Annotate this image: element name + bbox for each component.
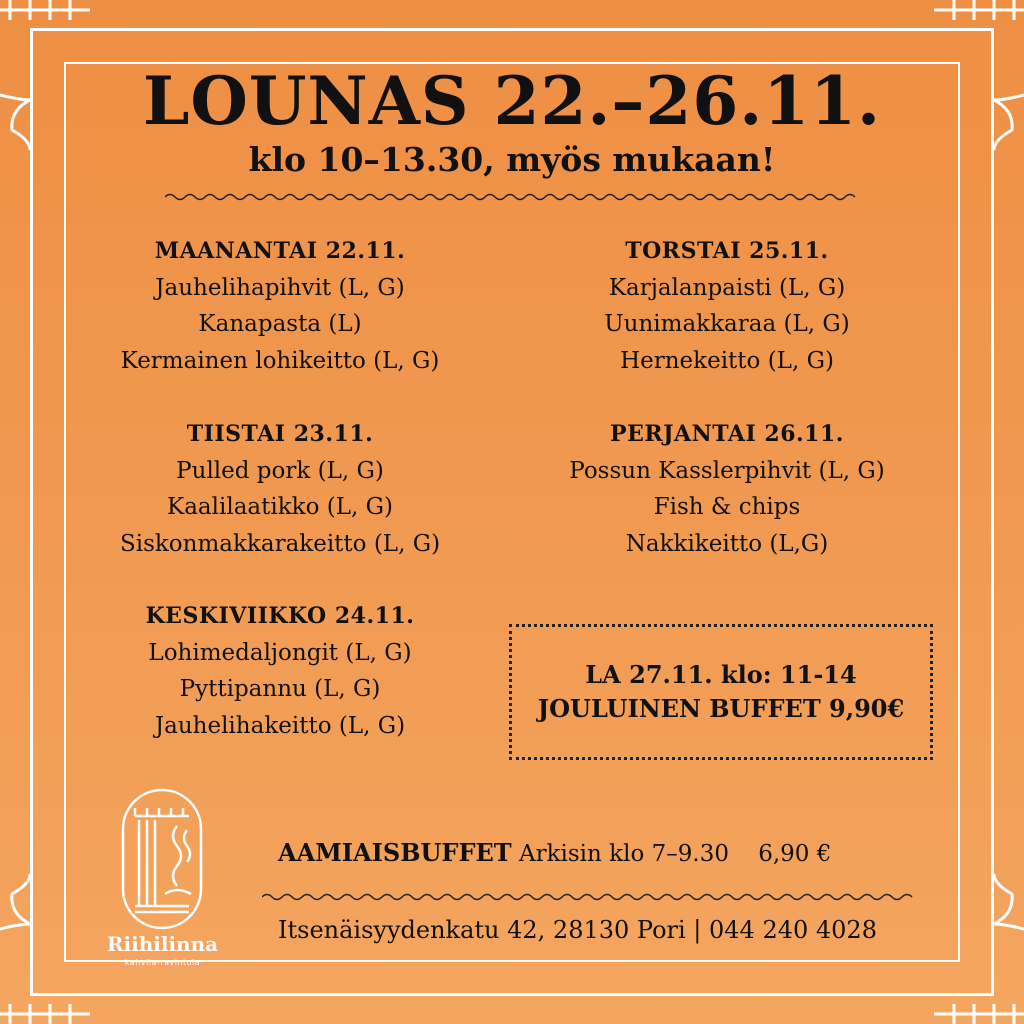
breakfast-price: 6,90 € — [758, 841, 832, 867]
day-name: TIISTAI 23.11. — [186, 421, 374, 447]
buffet-time: LA 27.11. klo: 11-14 — [585, 660, 857, 689]
wave-divider-top — [165, 190, 860, 204]
page-title: LOUNAS 22.–26.11. — [142, 62, 882, 140]
menu-item: Uunimakkaraa (L, G) — [604, 311, 850, 337]
menu-item: Hernekeitto (L, G) — [620, 347, 834, 374]
day-monday — [70, 233, 490, 379]
logo-name: Riihilinna — [106, 932, 219, 956]
menu-item: Kanapasta (L) — [198, 311, 362, 337]
menu-item: Pulled pork (L, G) — [176, 457, 384, 484]
corner-ornament-bottom-left-icon — [0, 874, 100, 1024]
opening-hours: klo 10–13.30, myös mukaan! — [248, 140, 776, 179]
riihilinna-logo — [95, 786, 230, 976]
tower-logo-icon — [95, 786, 230, 931]
logo-tagline: kahvila-ravintola — [124, 958, 201, 967]
day-name: MAANANTAI 22.11. — [154, 238, 406, 264]
menu-item: Possun Kasslerpihvit (L, G) — [569, 457, 885, 484]
day-friday — [517, 416, 937, 562]
corner-ornament-bottom-right-icon — [924, 874, 1024, 1024]
menu-item: Kermainen lohikeitto (L, G) — [120, 347, 440, 374]
menu-item: Pyttipannu (L, G) — [179, 676, 381, 702]
day-thursday — [517, 233, 937, 379]
day-name: PERJANTAI 26.11. — [610, 421, 844, 447]
day-name: KESKIVIIKKO 24.11. — [145, 603, 415, 629]
menu-item: Jauhelihapihvit (L, G) — [155, 274, 405, 301]
breakfast-hours: Arkisin klo 7–9.30 — [518, 841, 729, 867]
wave-divider-bottom — [262, 890, 914, 904]
day-tuesday — [70, 416, 490, 562]
breakfast-info — [278, 838, 831, 867]
day-name: TORSTAI 25.11. — [625, 238, 829, 264]
address-phone: Itsenäisyydenkatu 42, 28130 Pori | 044 240 4028 — [278, 916, 877, 944]
menu-item: Nakkikeitto (L,G) — [625, 530, 829, 557]
menu-item: Kaalilaatikko (L, G) — [167, 494, 393, 520]
menu-item: Fish & chips — [653, 494, 801, 520]
breakfast-title: AAMIAISBUFFET — [278, 838, 512, 867]
menu-item: Karjalanpaisti (L, G) — [608, 274, 846, 301]
buffet-price: JOULUINEN BUFFET 9,90€ — [537, 694, 905, 723]
day-wednesday — [70, 598, 490, 744]
christmas-buffet-box — [509, 624, 933, 760]
menu-item: Jauhelihakeitto (L, G) — [154, 712, 406, 739]
menu-item: Lohimedaljongit (L, G) — [148, 639, 412, 666]
menu-item: Siskonmakkarakeitto (L, G) — [119, 530, 441, 557]
